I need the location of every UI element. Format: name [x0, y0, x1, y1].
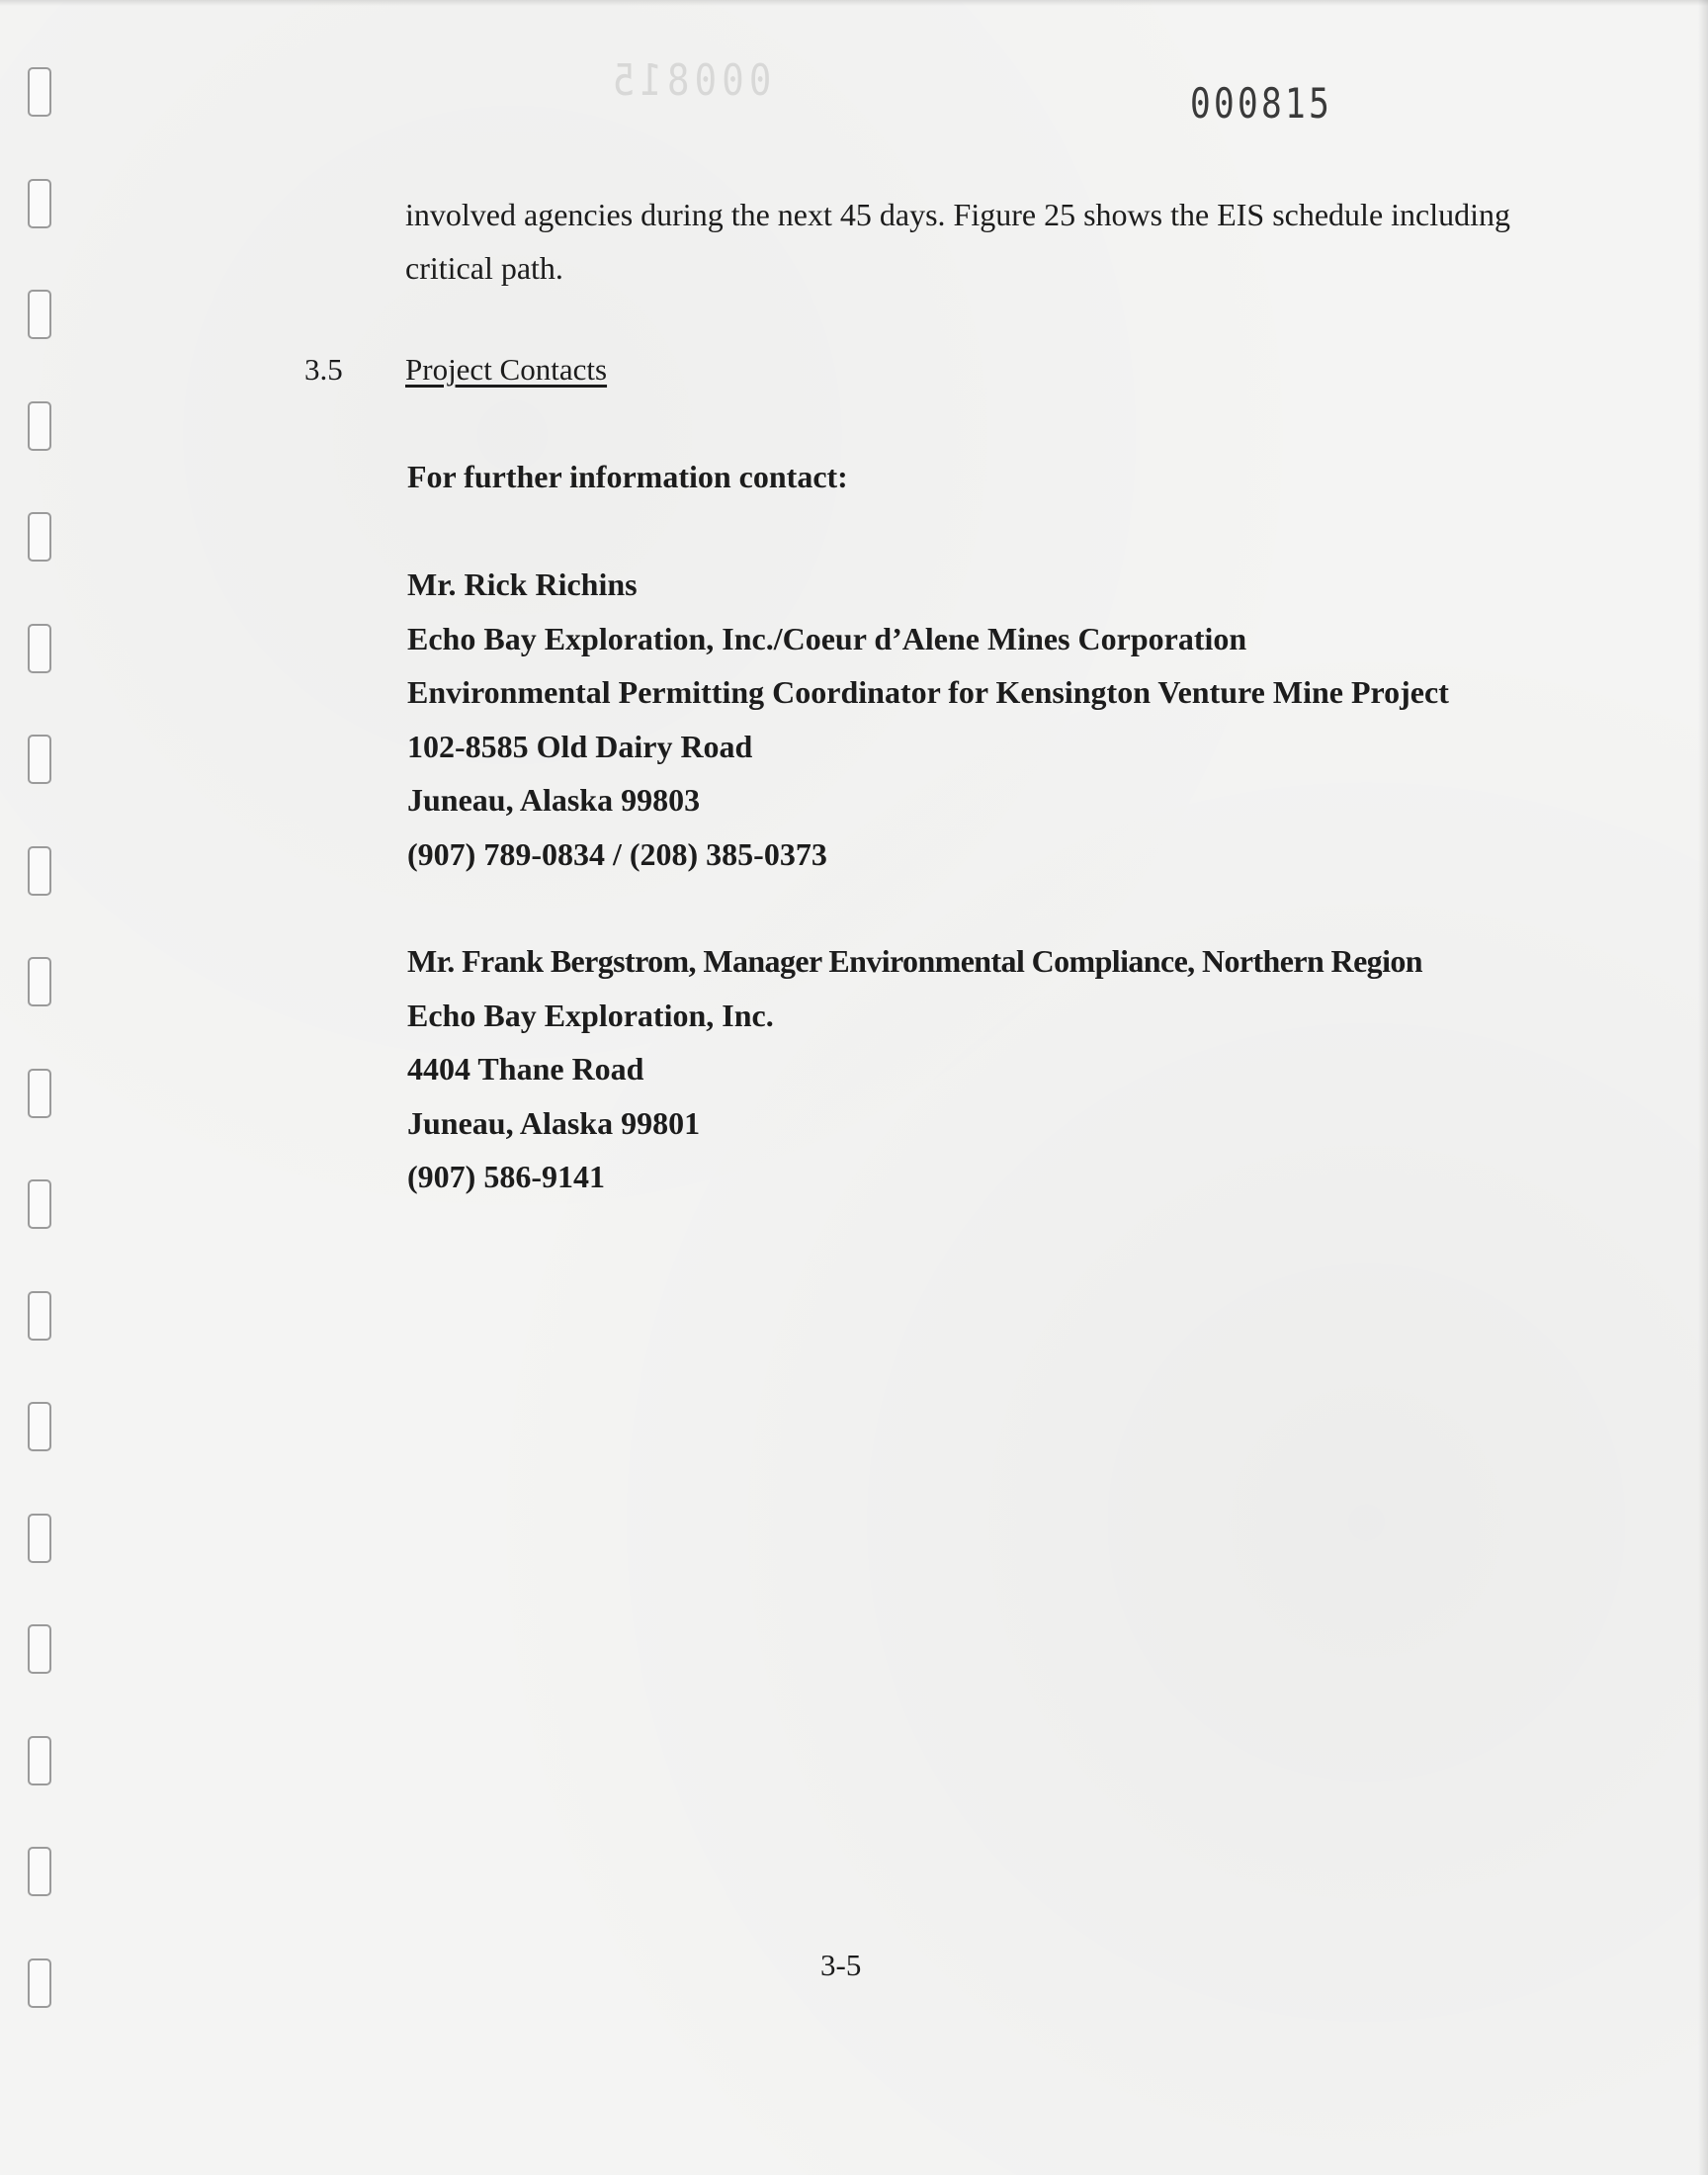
page-number: 3-5: [820, 1948, 862, 1982]
contact-phone: (907) 586-9141: [407, 1159, 605, 1194]
punch-hole: [28, 735, 51, 784]
contact-street-address: 102-8585 Old Dairy Road: [407, 728, 753, 764]
page-edge-shadow-right: [1698, 0, 1708, 2175]
contact-organization: Echo Bay Exploration, Inc.: [407, 997, 774, 1033]
contact-street-address: 4404 Thane Road: [407, 1051, 644, 1087]
contact-city-state-zip: Juneau, Alaska 99801: [407, 1104, 701, 1141]
punch-hole: [28, 1624, 51, 1674]
punch-hole: [28, 401, 51, 451]
punch-hole: [28, 67, 51, 117]
intro-paragraph: involved agencies during the next 45 days. Figure 25 shows the EIS schedule including critical path.: [405, 197, 1511, 286]
punch-hole: [28, 624, 51, 673]
contact-city-state-zip: Juneau, Alaska 99803: [407, 782, 701, 818]
bates-number-bleed-through: 000815: [607, 55, 772, 106]
punch-hole: [28, 1736, 51, 1785]
contact-block-frank-bergstrom: [407, 934, 1422, 1204]
bates-number: 000815: [1190, 79, 1333, 128]
contact-block-rick-richins: [407, 558, 1449, 881]
page-edge-shadow-top: [0, 0, 1708, 6]
punch-hole: [28, 846, 51, 896]
contact-name: Mr. Rick Richins: [407, 566, 638, 602]
punch-hole: [28, 179, 51, 228]
section-number: 3.5: [304, 352, 343, 387]
punch-hole: [28, 1291, 51, 1341]
punch-hole: [28, 1958, 51, 2008]
contact-organization: Echo Bay Exploration, Inc./Coeur d’Alene Mines Corporation: [407, 620, 1247, 656]
contact-title: Environmental Permitting Coordinator for Kensington Venture Mine Project: [407, 674, 1449, 710]
punch-hole: [28, 512, 51, 562]
punch-hole: [28, 1514, 51, 1563]
punch-hole: [28, 1847, 51, 1896]
contact-name: Mr. Frank Bergstrom, Manager Environmental Compliance, Northern Region: [407, 943, 1422, 979]
binder-punch-holes: [28, 67, 57, 2104]
punch-hole: [28, 1069, 51, 1118]
section-title: Project Contacts: [405, 352, 608, 387]
punch-hole: [28, 957, 51, 1006]
contact-intro: For further information contact:: [407, 459, 848, 494]
contact-phone: (907) 789-0834 / (208) 385-0373: [407, 835, 827, 872]
punch-hole: [28, 1179, 51, 1229]
punch-hole: [28, 1402, 51, 1451]
punch-hole: [28, 290, 51, 339]
